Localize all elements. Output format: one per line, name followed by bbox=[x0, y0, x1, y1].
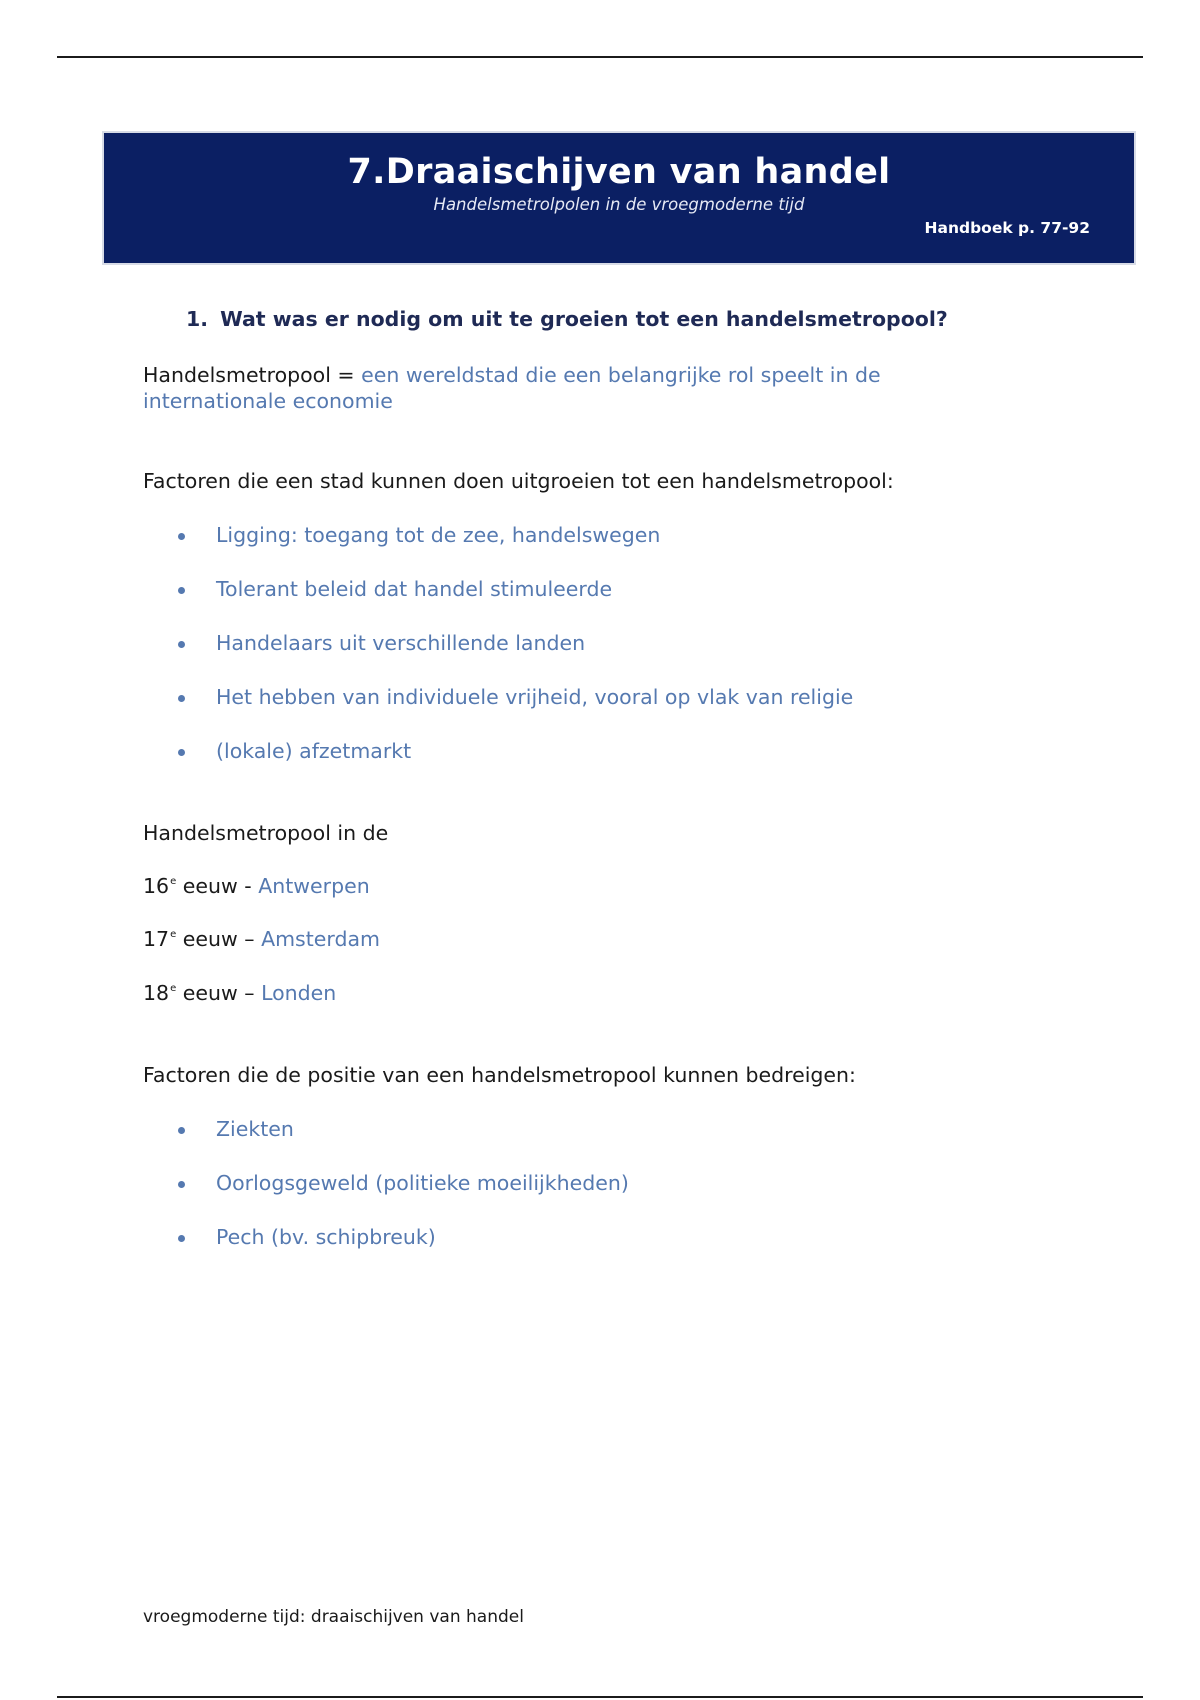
question-text: Wat was er nodig om uit te groeien tot een handelsmetropool? bbox=[220, 307, 948, 331]
century-label: eeuw - bbox=[182, 874, 252, 898]
bullet-icon bbox=[178, 749, 185, 756]
top-rule bbox=[57, 56, 1143, 58]
title-banner bbox=[104, 133, 1134, 263]
century-city: Londen bbox=[261, 981, 337, 1005]
definition bbox=[143, 362, 1023, 414]
century-label: eeuw – bbox=[182, 927, 255, 951]
question-heading bbox=[186, 307, 948, 331]
bullet-icon bbox=[178, 1127, 185, 1134]
century-city: Amsterdam bbox=[261, 927, 380, 951]
definition-term: Handelsmetropool = bbox=[143, 363, 355, 387]
growth-factors-intro: Factoren die een stad kunnen doen uitgroeien tot een handelsmetropool: bbox=[143, 469, 894, 493]
century-row bbox=[143, 874, 370, 898]
threat-factors-intro: Factoren die de positie van een handelsmetropool kunnen bedreigen: bbox=[143, 1063, 856, 1087]
bullet-icon bbox=[178, 695, 185, 702]
question-number: 1. bbox=[186, 307, 209, 331]
century-row bbox=[143, 981, 336, 1005]
bullet-icon bbox=[178, 587, 185, 594]
century-number: 18 bbox=[143, 981, 170, 1005]
century-city: Antwerpen bbox=[258, 874, 370, 898]
page-subtitle: Handelsmetrolpolen in de vroegmoderne tijd bbox=[433, 195, 805, 214]
century-suffix: e bbox=[170, 876, 177, 887]
bullet-icon bbox=[178, 533, 185, 540]
century-number: 17 bbox=[143, 927, 170, 951]
bullet-icon bbox=[178, 641, 185, 648]
bottom-rule bbox=[57, 1696, 1143, 1698]
bullet-icon bbox=[178, 1235, 185, 1242]
century-suffix: e bbox=[170, 983, 177, 994]
century-row bbox=[143, 927, 380, 951]
page-footer: vroegmoderne tijd: draaischijven van handel bbox=[143, 1607, 524, 1627]
bullet-icon bbox=[178, 1181, 185, 1188]
metropolis-intro: Handelsmetropool in de bbox=[143, 821, 389, 845]
century-number: 16 bbox=[143, 874, 170, 898]
handbook-reference: Handboek p. 77-92 bbox=[924, 219, 1090, 237]
century-suffix: e bbox=[170, 929, 177, 940]
page-title: 7.Draaischijven van handel bbox=[347, 152, 891, 192]
definition-answer: een wereldstad die een belangrijke rol speelt in de internationale economie bbox=[143, 363, 881, 413]
century-label: eeuw – bbox=[182, 981, 255, 1005]
